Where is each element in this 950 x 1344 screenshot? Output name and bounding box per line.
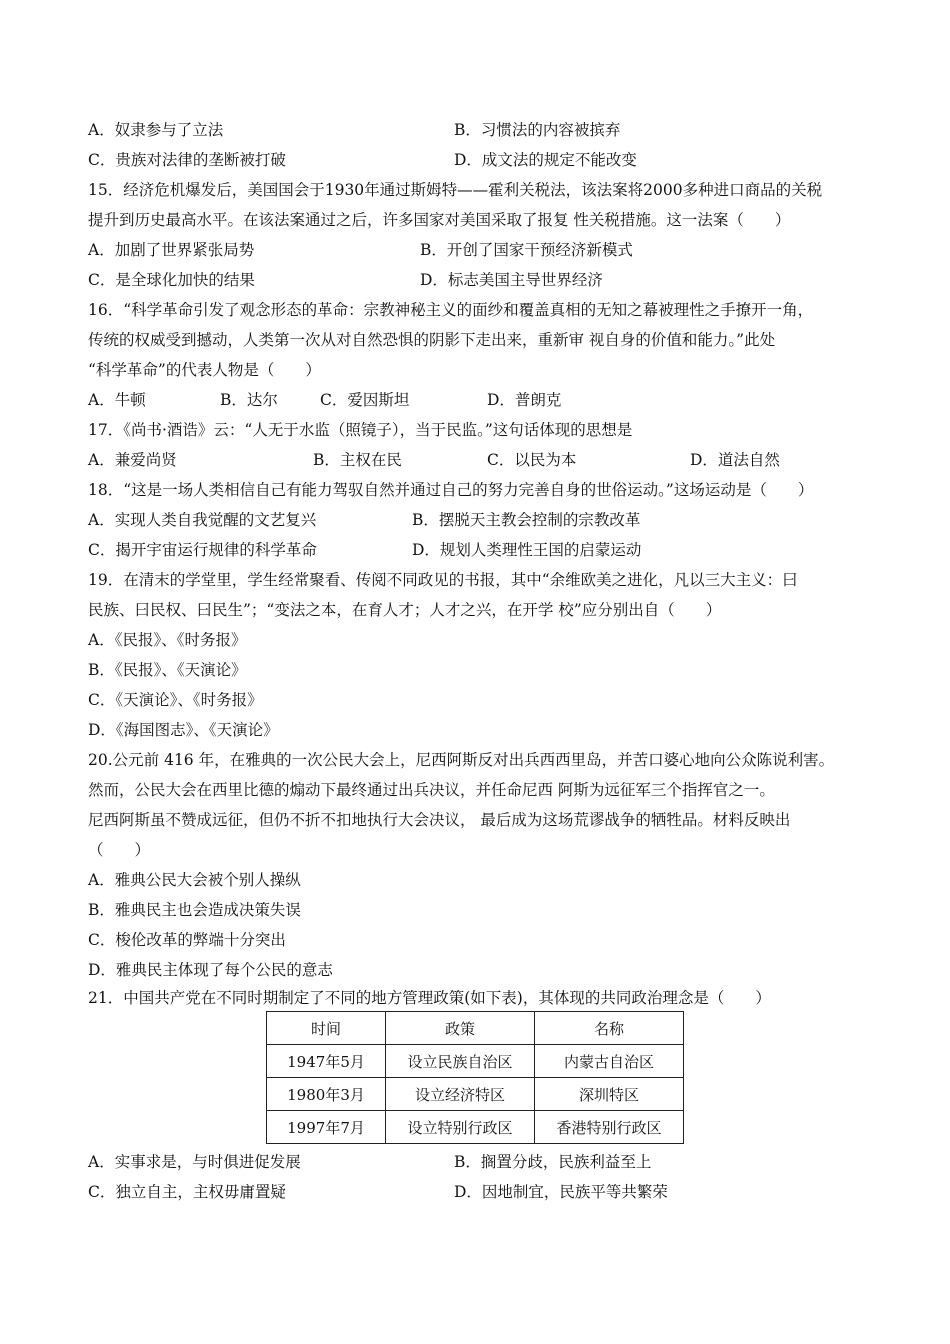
q17-option-c: C．以民为本 bbox=[487, 451, 577, 469]
q15-option-a: A．加剧了世界紧张局势 bbox=[88, 241, 255, 259]
q18-option-b: B．摆脱天主教会控制的宗教改革 bbox=[412, 511, 641, 529]
q20-option-c: C．梭伦改革的弊端十分突出 bbox=[88, 931, 286, 949]
q19-option-c: C．《天演论》、《时务报》 bbox=[88, 691, 263, 709]
q18-option-c: C．揭开宇宙运行规律的科学革命 bbox=[88, 541, 317, 559]
q17-option-a: A．兼爱尚贤 bbox=[88, 451, 177, 469]
q17-option-b: B．主权在民 bbox=[313, 451, 402, 469]
table-cell: 设立特别行政区 bbox=[386, 1111, 535, 1144]
q15-option-b: B．开创了国家干预经济新模式 bbox=[420, 241, 633, 259]
q15-option-d: D．标志美国主导世界经济 bbox=[420, 271, 603, 289]
q20-stem-line4: （ ） bbox=[88, 841, 151, 859]
q19-option-b: B．《民报》、《天演论》 bbox=[88, 661, 247, 679]
q16-stem-line2: 传统的权威受到撼动，人类第一次从对自然恐惧的阴影下走出来，重新审 视自身的价值和能力。”此处 bbox=[88, 331, 776, 349]
table-header-cell: 时间 bbox=[267, 1012, 386, 1045]
table-row bbox=[267, 1045, 684, 1078]
q19-stem-line1: 19．在清末的学堂里，学生经常聚看、传阅不同政见的书报，其中“余维欧美之进化，凡以三大主义：曰 bbox=[88, 571, 798, 589]
q16-option-b: B．达尔 bbox=[220, 391, 278, 409]
table-row bbox=[267, 1111, 684, 1144]
q14-option-b: B．习惯法的内容被摈弃 bbox=[454, 121, 621, 139]
table-cell: 设立经济特区 bbox=[386, 1078, 535, 1111]
q20-option-d: D．雅典民主体现了每个公民的意志 bbox=[88, 961, 333, 979]
q15-stem-line2: 提升到历史最高水平。在该法案通过之后，许多国家对美国采取了报复 性关税措施。这一法案（ ） bbox=[88, 211, 791, 229]
table-cell: 1947年5月 bbox=[267, 1045, 386, 1078]
q14-option-a: A．奴隶参与了立法 bbox=[88, 121, 224, 139]
table-cell: 深圳特区 bbox=[535, 1078, 684, 1111]
q16-option-a: A．牛顿 bbox=[88, 391, 146, 409]
q14-option-c: C．贵族对法律的垄断被打破 bbox=[88, 151, 286, 169]
q19-option-d: D．《海国图志》、《天演论》 bbox=[88, 721, 279, 739]
q16-stem-line3: “科学革命”的代表人物是（ ） bbox=[88, 361, 321, 379]
q15-option-c: C．是全球化加快的结果 bbox=[88, 271, 255, 289]
q18-stem-line1: 18．“这是一场人类相信自己有能力驾驭自然并通过自己的努力完善自身的世俗运动。”这场运动是（ ） bbox=[88, 481, 814, 499]
q21-option-a: A．实事求是，与时俱进促发展 bbox=[88, 1153, 301, 1171]
q16-option-c: C．爱因斯坦 bbox=[320, 391, 410, 409]
q19-stem-line2: 民族、曰民权、曰民生”；“变法之本，在育人才；人才之兴，在开学 校”应分别出自（ ） bbox=[88, 601, 722, 619]
table-cell: 内蒙古自治区 bbox=[535, 1045, 684, 1078]
table-cell: 1980年3月 bbox=[267, 1078, 386, 1111]
q21-option-d: D．因地制宜，民族平等共繁荣 bbox=[454, 1183, 668, 1201]
q16-stem-line1: 16．“科学革命引发了观念形态的革命：宗教神秘主义的面纱和覆盖真相的无知之幕被理性之手撩开一角， bbox=[88, 301, 814, 319]
q18-option-d: D．规划人类理性王国的启蒙运动 bbox=[412, 541, 642, 559]
table-row bbox=[267, 1078, 684, 1111]
q19-option-a: A．《民报》、《时务报》 bbox=[88, 631, 247, 649]
policy-table bbox=[266, 1011, 684, 1144]
q21-stem-line1: 21．中国共产党在不同时期制定了不同的地方管理政策(如下表)，其体现的共同政治理念是（ ） bbox=[88, 989, 771, 1007]
q14-option-d: D．成文法的规定不能改变 bbox=[454, 151, 637, 169]
q20-option-a: A．雅典公民大会被个别人操纵 bbox=[88, 871, 301, 889]
q20-stem-line3: 尼西阿斯虽不赞成远征，但仍不折不扣地执行大会决议， 最后成为这场荒谬战争的牺牲品。材料反映出 bbox=[88, 811, 791, 829]
table-header-row bbox=[267, 1012, 684, 1045]
q18-option-a: A．实现人类自我觉醒的文艺复兴 bbox=[88, 511, 317, 529]
table-cell: 1997年7月 bbox=[267, 1111, 386, 1144]
q20-stem-line2: 然而，公民大会在西里比德的煽动下最终通过出兵决议，并任命尼西 阿斯为远征军三个指挥官之一。 bbox=[88, 781, 775, 799]
table-header-cell: 政策 bbox=[386, 1012, 535, 1045]
q21-option-b: B．搁置分歧，民族利益至上 bbox=[454, 1153, 652, 1171]
q17-stem-line1: 17．《尚书·酒诰》云：“人无于水监（照镜子），当于民监。”这句话体现的思想是 bbox=[88, 421, 633, 439]
q17-option-d: D．道法自然 bbox=[690, 451, 780, 469]
table-cell: 设立民族自治区 bbox=[386, 1045, 535, 1078]
table-cell: 香港特别行政区 bbox=[535, 1111, 684, 1144]
q21-option-c: C．独立自主，主权毋庸置疑 bbox=[88, 1183, 286, 1201]
q20-option-b: B．雅典民主也会造成决策失误 bbox=[88, 901, 301, 919]
table-header-cell: 名称 bbox=[535, 1012, 684, 1045]
q16-option-d: D．普朗克 bbox=[487, 391, 562, 409]
q20-stem-line1: 20.公元前 416 年，在雅典的一次公民大会上，尼西阿斯反对出兵西西里岛，并苦口婆心地向公众陈说利害。 bbox=[88, 751, 835, 769]
q15-stem-line1: 15．经济危机爆发后，美国国会于1930年通过斯姆特——霍利关税法，该法案将2000多种进口商品的关税 bbox=[88, 181, 823, 199]
